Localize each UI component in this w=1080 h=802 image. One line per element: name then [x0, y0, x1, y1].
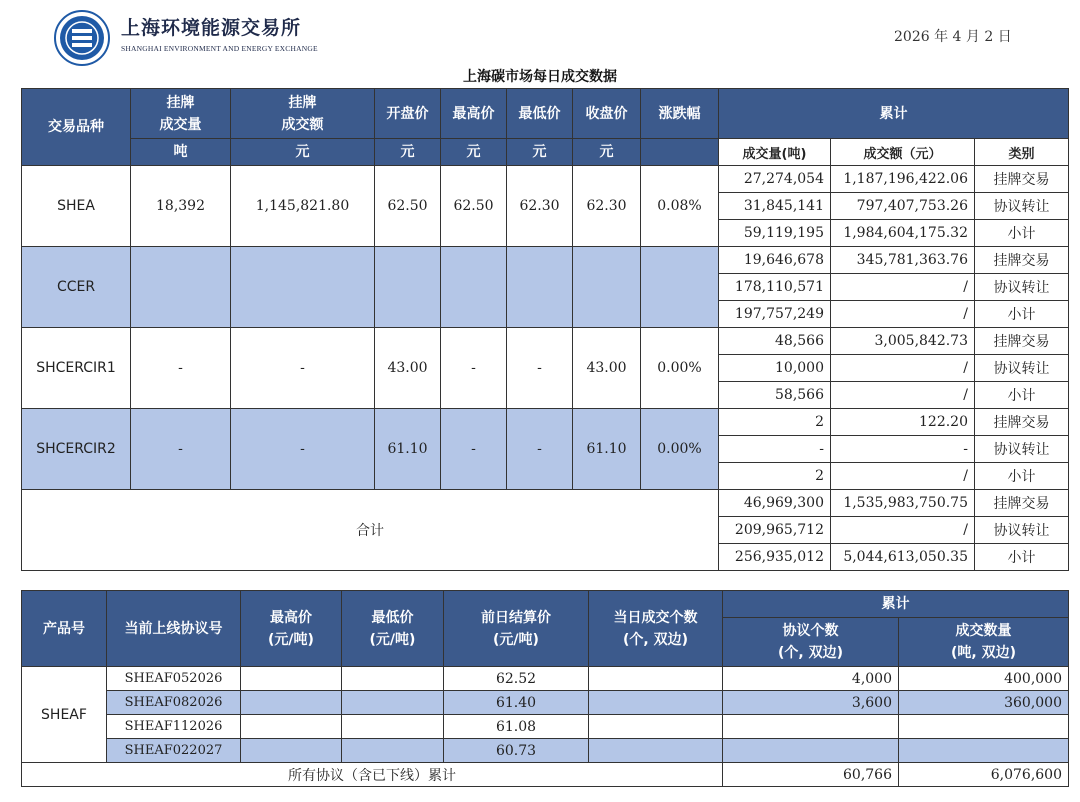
total-cum-volume: 46,969,300 — [719, 490, 831, 517]
cell-contract: SHEAF022027 — [107, 739, 241, 763]
cell-fwd-high — [241, 667, 342, 691]
cell-high — [441, 247, 507, 328]
cell-change: 0.00% — [641, 409, 719, 490]
cell-cum-volume: 31,845,141 — [719, 193, 831, 220]
cell-cum-amount: 797,407,753.26 — [831, 193, 975, 220]
report-date: 2026 年 4 月 2 日 — [894, 29, 1012, 45]
unit-low: 元 — [507, 139, 573, 166]
cell-volume — [131, 247, 231, 328]
cell-change: 0.08% — [641, 166, 719, 247]
cell-cum-type: 协议转让 — [975, 436, 1069, 463]
cell-low: - — [507, 328, 573, 409]
cell-product: CCER — [22, 247, 131, 328]
org-name-en: SHANGHAI ENVIRONMENT AND ENERGY EXCHANGE — [121, 44, 318, 53]
cell-cum-volume: 10,000 — [719, 355, 831, 382]
cell-day-count — [589, 739, 723, 763]
cell-cum-volume: 2 — [719, 463, 831, 490]
cell-cum-type: 挂牌交易 — [975, 166, 1069, 193]
cell-cum-amount: / — [831, 382, 975, 409]
cell-volume: - — [131, 328, 231, 409]
cell-cum-type: 挂牌交易 — [975, 328, 1069, 355]
cell-cum-type: 挂牌交易 — [975, 409, 1069, 436]
total-cum-volume: 256,935,012 — [719, 544, 831, 571]
header-product: 交易品种 — [22, 89, 131, 166]
cell-cum-volume: 197,757,249 — [719, 301, 831, 328]
cell-high: - — [441, 409, 507, 490]
cell-close: 61.10 — [573, 409, 641, 490]
table-row — [22, 715, 1069, 739]
cell-cum-type: 协议转让 — [975, 193, 1069, 220]
total-row — [22, 490, 1069, 517]
cell-fwd-high — [241, 715, 342, 739]
header-listed-amount: 挂牌 成交额 — [231, 89, 375, 139]
table-row — [22, 691, 1069, 715]
cell-contract: SHEAF052026 — [107, 667, 241, 691]
cell-cum-volume: 360,000 — [899, 691, 1069, 715]
cell-cum-amount: / — [831, 301, 975, 328]
cell-cum-type: 小计 — [975, 220, 1069, 247]
cell-volume: 18,392 — [131, 166, 231, 247]
cell-cum-volume: 27,274,054 — [719, 166, 831, 193]
cell-fwd-low — [342, 691, 444, 715]
cell-cum-amount: 1,187,196,422.06 — [831, 166, 975, 193]
exchange-logo-icon — [54, 10, 110, 66]
header-cum-volume: 成交数量 (吨, 双边) — [899, 618, 1069, 667]
header-fwd-high: 最高价 (元/吨) — [241, 591, 342, 667]
cell-change: 0.00% — [641, 328, 719, 409]
cell-cum-type: 协议转让 — [975, 274, 1069, 301]
total-cum-amount: 1,535,983,750.75 — [831, 490, 975, 517]
cell-cum-type: 小计 — [975, 301, 1069, 328]
total-cum-amount: 5,044,613,050.35 — [831, 544, 975, 571]
cell-day-count — [589, 691, 723, 715]
cell-cum-volume — [899, 715, 1069, 739]
cell-cum-amount: / — [831, 355, 975, 382]
cell-prev-settle: 62.52 — [444, 667, 589, 691]
cell-product: SHCERCIR2 — [22, 409, 131, 490]
cell-low: 62.30 — [507, 166, 573, 247]
header-row — [22, 89, 1069, 139]
unit-high: 元 — [441, 139, 507, 166]
unit-cum-amount: 成交额（元） — [831, 139, 975, 166]
cell-fwd-high — [241, 739, 342, 763]
cell-product: SHCERCIR1 — [22, 328, 131, 409]
cell-cum-volume: 2 — [719, 409, 831, 436]
cell-high: - — [441, 328, 507, 409]
cell-close: 62.30 — [573, 166, 641, 247]
cell-volume: - — [131, 409, 231, 490]
header-fwd-low: 最低价 (元/吨) — [342, 591, 444, 667]
forward-header-row — [22, 591, 1069, 618]
cell-cum-type: 协议转让 — [975, 355, 1069, 382]
cell-cum-amount: / — [831, 274, 975, 301]
cell-cum-type: 小计 — [975, 463, 1069, 490]
cell-high: 62.50 — [441, 166, 507, 247]
cell-cum-type: 挂牌交易 — [975, 247, 1069, 274]
total-row — [22, 763, 1069, 787]
cell-fwd-low — [342, 739, 444, 763]
cell-product: SHEA — [22, 166, 131, 247]
forward-total-count: 60,766 — [723, 763, 899, 787]
total-label: 合计 — [22, 490, 719, 571]
cell-amount — [231, 247, 375, 328]
cell-low: - — [507, 409, 573, 490]
cell-cum-volume: 48,566 — [719, 328, 831, 355]
unit-cum-volume: 成交量(吨) — [719, 139, 831, 166]
total-cum-type: 小计 — [975, 544, 1069, 571]
total-cum-amount: / — [831, 517, 975, 544]
cell-cum-volume: - — [719, 436, 831, 463]
daily-trading-table — [21, 88, 1069, 571]
total-cum-type: 挂牌交易 — [975, 490, 1069, 517]
cell-cum-volume: 19,646,678 — [719, 247, 831, 274]
cell-cum-count: 4,000 — [723, 667, 899, 691]
forward-contract-table — [21, 590, 1069, 787]
table-row — [22, 328, 1069, 355]
unit-close: 元 — [573, 139, 641, 166]
cell-cum-volume: 178,110,571 — [719, 274, 831, 301]
cell-open: 43.00 — [375, 328, 441, 409]
unit-cum-type: 类别 — [975, 139, 1069, 166]
cell-day-count — [589, 667, 723, 691]
cell-close — [573, 247, 641, 328]
cell-cum-amount: 345,781,363.76 — [831, 247, 975, 274]
table-row — [22, 739, 1069, 763]
cell-product-code: SHEAF — [22, 667, 107, 763]
table-row — [22, 166, 1069, 193]
total-cum-type: 协议转让 — [975, 517, 1069, 544]
cell-amount: - — [231, 328, 375, 409]
org-name-cn: 上海环境能源交易所 — [121, 17, 302, 39]
cell-cum-amount: 122.20 — [831, 409, 975, 436]
header-fwd-cumulative: 累计 — [723, 591, 1069, 618]
unit-change — [641, 139, 719, 166]
cell-contract: SHEAF112026 — [107, 715, 241, 739]
cell-open: 62.50 — [375, 166, 441, 247]
cell-prev-settle: 61.40 — [444, 691, 589, 715]
header-contract-code: 当前上线协议号 — [107, 591, 241, 667]
cell-cum-volume — [899, 739, 1069, 763]
header-cum-count: 协议个数 (个, 双边) — [723, 618, 899, 667]
cell-cum-amount: / — [831, 463, 975, 490]
unit-row — [22, 139, 1069, 166]
cell-cum-count — [723, 715, 899, 739]
header-close: 收盘价 — [573, 89, 641, 139]
unit-volume: 吨 — [131, 139, 231, 166]
cell-close: 43.00 — [573, 328, 641, 409]
header-day-count: 当日成交个数 (个, 双边) — [589, 591, 723, 667]
header-cumulative: 累计 — [719, 89, 1069, 139]
cell-day-count — [589, 715, 723, 739]
table-row — [22, 247, 1069, 274]
cell-prev-settle: 61.08 — [444, 715, 589, 739]
cell-amount: 1,145,821.80 — [231, 166, 375, 247]
cell-open: 61.10 — [375, 409, 441, 490]
cell-change — [641, 247, 719, 328]
cell-open — [375, 247, 441, 328]
cell-prev-settle: 60.73 — [444, 739, 589, 763]
header-listed-volume: 挂牌 成交量 — [131, 89, 231, 139]
header-high: 最高价 — [441, 89, 507, 139]
cell-fwd-low — [342, 715, 444, 739]
header-change: 涨跌幅 — [641, 89, 719, 139]
cell-cum-type: 小计 — [975, 382, 1069, 409]
cell-cum-count — [723, 739, 899, 763]
cell-cum-volume: 59,119,195 — [719, 220, 831, 247]
header-prev-settle: 前日结算价 (元/吨) — [444, 591, 589, 667]
table-row — [22, 409, 1069, 436]
cell-cum-amount: 1,984,604,175.32 — [831, 220, 975, 247]
cell-low — [507, 247, 573, 328]
cell-fwd-high — [241, 691, 342, 715]
table-row — [22, 667, 1069, 691]
cell-contract: SHEAF082026 — [107, 691, 241, 715]
unit-amount: 元 — [231, 139, 375, 166]
unit-open: 元 — [375, 139, 441, 166]
header-low: 最低价 — [507, 89, 573, 139]
forward-total-label: 所有协议（含已下线）累计 — [22, 763, 723, 787]
header-product-code: 产品号 — [22, 591, 107, 667]
cell-fwd-low — [342, 667, 444, 691]
header-open: 开盘价 — [375, 89, 441, 139]
cell-amount: - — [231, 409, 375, 490]
cell-cum-volume: 58,566 — [719, 382, 831, 409]
daily-table-title: 上海碳市场每日成交数据 — [463, 69, 617, 85]
cell-cum-volume: 400,000 — [899, 667, 1069, 691]
cell-cum-amount: - — [831, 436, 975, 463]
cell-cum-count: 3,600 — [723, 691, 899, 715]
total-cum-volume: 209,965,712 — [719, 517, 831, 544]
forward-total-volume: 6,076,600 — [899, 763, 1069, 787]
cell-cum-amount: 3,005,842.73 — [831, 328, 975, 355]
